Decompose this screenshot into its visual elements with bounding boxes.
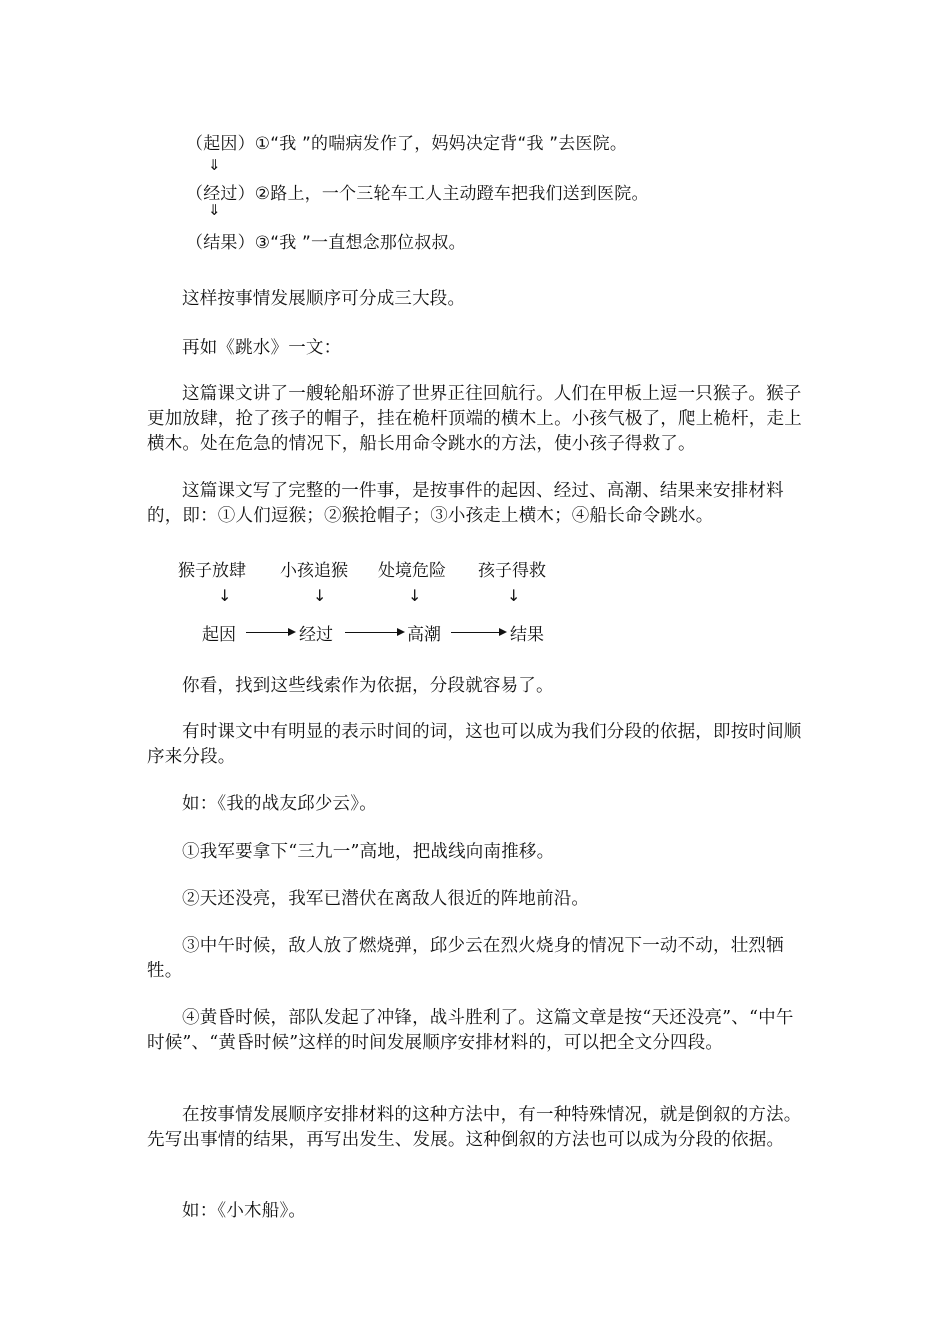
flow-cause: （起因）①“我 ”的喘病发作了，妈妈决定背“我 ”去医院。 — [186, 134, 628, 154]
paragraph-6: 有时课文中有明显的表示时间的词，这也可以成为我们分段的依据，即按时间顺序来分段。 — [147, 722, 802, 767]
diagram-stage: 起因 — [202, 625, 236, 645]
flow-arrow-1: ⇓ — [208, 156, 221, 174]
arrow-head-icon — [288, 628, 296, 636]
paragraph-13: 如：《小木船》。 — [182, 1201, 307, 1221]
diagram-event: 处境危险 — [378, 561, 446, 581]
flow-result: （结果）③“我 ”一直想念那位叔叔。 — [186, 233, 466, 253]
diagram-event: 小孩追猴 — [280, 561, 348, 581]
diagram-stage: 经过 — [299, 625, 333, 645]
paragraph-9: ②天还没亮，我军已潜伏在离敌人很近的阵地前沿。 — [182, 889, 590, 909]
paragraph-5: 你看，找到这些线索作为依据，分段就容易了。 — [182, 676, 554, 696]
right-arrow-icon — [451, 632, 501, 633]
paragraph-1: 这样按事情发展顺序可分成三大段。 — [182, 289, 466, 309]
right-arrow-icon — [345, 632, 399, 633]
down-arrow-icon: ↓ — [507, 586, 521, 605]
down-arrow-icon: ↓ — [408, 586, 422, 605]
diagram-event: 猴子放肆 — [178, 561, 246, 581]
right-arrow-icon — [246, 632, 290, 633]
arrow-head-icon — [397, 628, 405, 636]
down-arrow-icon: ↓ — [218, 586, 232, 605]
paragraph-11: ④黄昏时候，部队发起了冲锋，战斗胜利了。这篇文章是按“天还没亮”、“中午时候”、“黄昏时候”这样的时间发展顺序安排材料的，可以把全文分四段。 — [147, 1008, 794, 1053]
paragraph-8: ①我军要拿下“三九一”高地，把战线向南推移。 — [182, 842, 555, 862]
flow-arrow-2: ⇓ — [208, 201, 221, 219]
diagram-stage: 结果 — [510, 625, 544, 645]
arrow-head-icon — [499, 628, 507, 636]
flow-process: （经过）②路上，一个三轮车工人主动蹬车把我们送到医院。 — [186, 184, 649, 204]
paragraph-10: ③中午时候，敌人放了燃烧弹，邱少云在烈火烧身的情况下一动不动，壮烈牺牲。 — [147, 936, 784, 981]
diagram-stage: 高潮 — [407, 625, 441, 645]
paragraph-2: 再如《跳水》一文： — [182, 338, 342, 358]
down-arrow-icon: ↓ — [313, 586, 327, 605]
paragraph-4: 这篇课文写了完整的一件事，是按事件的起因、经过、高潮、结果来安排材料的，即：①人们逗猴；②猴抢帽子；③小孩走上横木；④船长命令跳水。 — [147, 481, 784, 526]
paragraph-12: 在按事情发展顺序安排材料的这种方法中，有一种特殊情况，就是倒叙的方法。先写出事情的结果，再写出发生、发展。这种倒叙的方法也可以成为分段的依据。 — [147, 1105, 802, 1150]
paragraph-7: 如：《我的战友邱少云》。 — [182, 794, 377, 814]
diagram-event: 孩子得救 — [478, 561, 546, 581]
paragraph-3: 这篇课文讲了一艘轮船环游了世界正往回航行。人们在甲板上逗一只猴子。猴子更加放肆，抢了孩子的帽子，挂在桅杆顶端的横木上。小孩气极了，爬上桅杆，走上横木。处在危急的情况下，船长用命令跳水的方法，使小孩子得救了。 — [147, 384, 802, 454]
